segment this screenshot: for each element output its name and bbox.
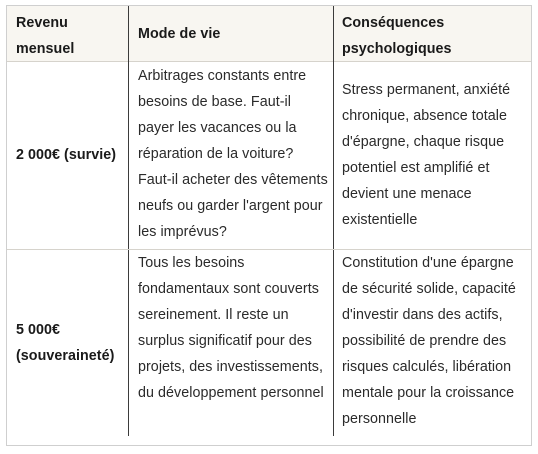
column-divider — [333, 6, 334, 436]
header-consequences: Conséquences psychologiques — [342, 15, 452, 57]
row-lifestyle-sovereignty: Tous les besoins fondamentaux sont couverts sereinement. Il reste un surplus significatif pour des projets, des investissements, du développement personnel — [138, 255, 324, 401]
row-consequences-sovereignty: Constitution d'une épargne de sécurité solide, capacité d'investir dans des actifs, possibilité de prendre des risques calculés, libération mentale pour la croissance personnelle — [342, 255, 516, 427]
header-income: Revenu mensuel — [16, 15, 75, 57]
row-consequences-survival: Stress permanent, anxiété chronique, absence totale d'épargne, chaque risque potentiel est amplifié et devient une menace existentielle — [342, 82, 511, 228]
income-comparison-table — [6, 5, 532, 446]
row-income-sovereignty: 5 000€ (souveraineté) — [16, 322, 115, 364]
row-income-survival: 2 000€ (survie) — [16, 147, 117, 163]
column-divider — [128, 6, 129, 436]
header-lifestyle: Mode de vie — [138, 26, 221, 42]
row-lifestyle-survival: Arbitrages constants entre besoins de base. Faut-il payer les vacances ou la réparation de la voiture? Faut-il acheter des vêtements neufs ou garder l'argent pour les imprévus? — [138, 68, 328, 240]
